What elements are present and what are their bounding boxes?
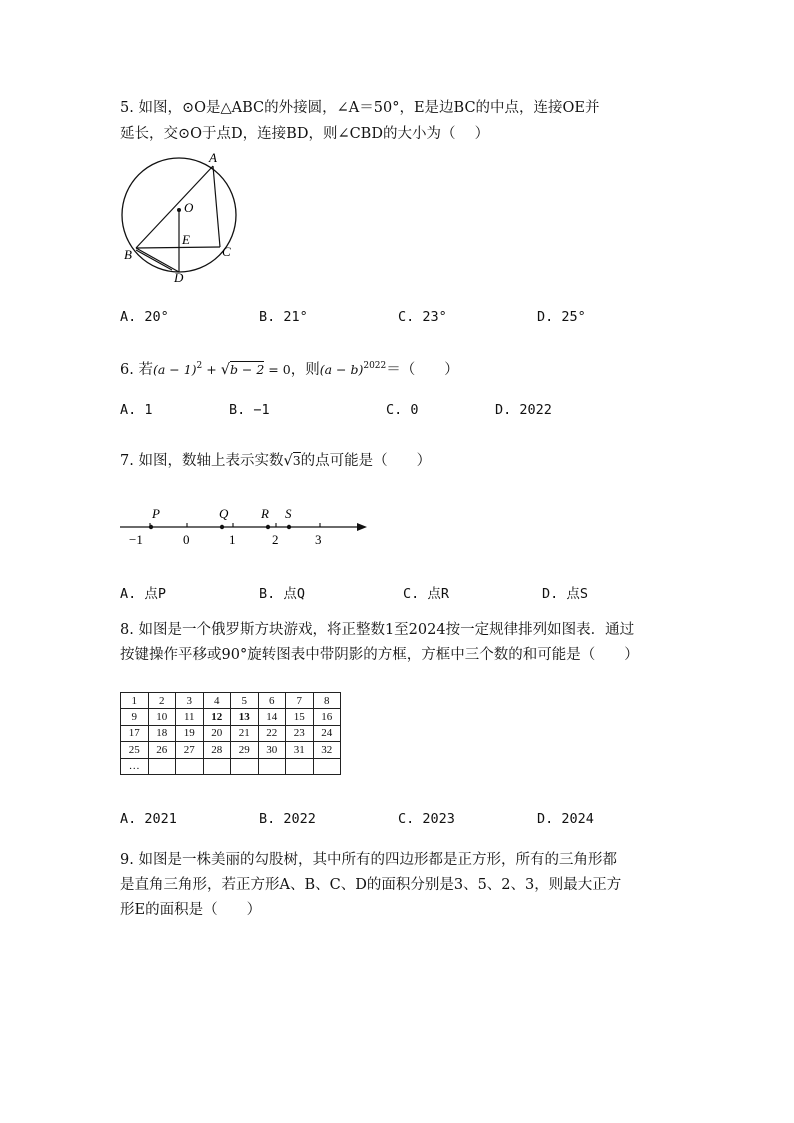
segment-ac: [213, 166, 220, 247]
segment-bc: [136, 247, 220, 248]
table-cell: 7: [286, 693, 314, 709]
q8-option-a[interactable]: A. 2021: [120, 811, 177, 827]
q7-option-c[interactable]: [403, 582, 449, 602]
table-cell: [176, 758, 204, 774]
table-cell: 22: [258, 725, 286, 741]
table-cell: 25: [121, 742, 149, 758]
table-cell: 4: [203, 693, 231, 709]
sqrt-icon: √: [220, 361, 230, 378]
q5-circle-figure: [112, 150, 247, 290]
q6-exp2: 2022: [363, 361, 387, 371]
table-cell: 21: [231, 725, 259, 741]
label-q: Q: [219, 506, 229, 521]
q6-suffix: ＝（ ）: [386, 361, 459, 378]
table-cell: [203, 758, 231, 774]
tick-label-minus-1: −1: [129, 532, 143, 547]
table-cell: 17: [121, 725, 149, 741]
table-cell: 20: [203, 725, 231, 741]
table-cell: 10: [148, 709, 176, 725]
q5-option-c[interactable]: C. 23°: [398, 309, 447, 325]
label-o: O: [184, 200, 194, 215]
number-line-figure: [115, 500, 375, 550]
q8-option-c[interactable]: C. 2023: [398, 811, 455, 827]
q7-suffix: 的点可能是（ ）: [300, 453, 432, 469]
segment-ba: [136, 166, 213, 248]
q7-text: [120, 451, 431, 471]
shaded-cell: 12: [203, 709, 231, 725]
table-cell: 29: [231, 742, 259, 758]
table-cell: [313, 758, 341, 774]
tick-label-0: 0: [183, 532, 190, 547]
table-cell: 19: [176, 725, 204, 741]
table-cell: 3: [176, 693, 204, 709]
table-row: [121, 693, 341, 709]
table-row: [121, 758, 341, 774]
table-cell: 14: [258, 709, 286, 725]
q7-radicand: 3: [292, 453, 301, 468]
q6-prefix: 6. 若: [120, 361, 153, 378]
q7-option-a-label: A. 点P: [120, 586, 167, 602]
q6-plus: +: [202, 361, 221, 377]
table-cell: 23: [286, 725, 314, 741]
table-row: [121, 709, 341, 725]
table-cell: 16: [313, 709, 341, 725]
tick-label-2: 2: [272, 532, 279, 547]
label-d: D: [174, 270, 184, 285]
table-cell: 27: [176, 742, 204, 758]
table-cell: 30: [258, 742, 286, 758]
label-p: P: [152, 506, 160, 521]
point-o: [177, 208, 181, 212]
tick-label-1: 1: [229, 532, 236, 547]
q7-option-d[interactable]: [542, 582, 588, 602]
q8-option-b[interactable]: B. 2022: [259, 811, 316, 827]
q7-prefix: 7. 如图，数轴上表示实数: [120, 453, 284, 469]
table-cell: 9: [121, 709, 149, 725]
table-cell: 18: [148, 725, 176, 741]
q6-expr1: (a − 1): [152, 361, 197, 377]
q6-exp1: 2: [196, 361, 203, 371]
table-cell: 11: [176, 709, 204, 725]
label-s: S: [285, 506, 292, 521]
q5-option-b[interactable]: B. 21°: [259, 309, 308, 325]
q6-option-c[interactable]: C. 0: [386, 402, 419, 418]
sqrt-icon: √: [283, 453, 293, 469]
q6-eq: = 0: [264, 361, 291, 377]
q9-text-line2: 是直角三角形，若正方形A、B、C、D的面积分别是3、5、2、3，则最大正方: [120, 877, 622, 893]
table-row: [121, 725, 341, 741]
q9-text-line3: 形E的面积是（ ）: [120, 902, 262, 918]
shaded-cell: 13: [231, 709, 259, 725]
label-a: A: [209, 150, 217, 165]
q6-text: [120, 356, 459, 380]
point-s: [287, 525, 291, 529]
q5-option-d[interactable]: D. 25°: [537, 309, 586, 325]
q7-option-d-label: D. 点S: [542, 586, 589, 602]
q5-option-a[interactable]: A. 20°: [120, 309, 169, 325]
q9-text-line1: 9. 如图是一株美丽的勾股树，其中所有的四边形都是正方形，所有的三角形都: [120, 852, 617, 868]
table-cell: 26: [148, 742, 176, 758]
table-cell: 15: [286, 709, 314, 725]
q8-option-d[interactable]: D. 2024: [537, 811, 594, 827]
table-cell: 28: [203, 742, 231, 758]
point-q: [220, 525, 224, 529]
q7-option-b-label: B. 点Q: [259, 586, 306, 602]
table-cell: [286, 758, 314, 774]
table-cell: 5: [231, 693, 259, 709]
point-p: [149, 525, 153, 529]
q6-mid: ，则: [290, 361, 320, 378]
q6-option-a[interactable]: A. 1: [120, 402, 153, 418]
table-cell: 32: [313, 742, 341, 758]
segment-bd-2: [136, 250, 172, 270]
axis-arrow-icon: [357, 523, 367, 531]
label-e: E: [182, 232, 190, 247]
point-r: [266, 525, 270, 529]
tick-label-3: 3: [315, 532, 322, 547]
q5-text-line2: 延长，交⊙O于点D，连接BD，则∠CBD的大小为（ ）: [120, 126, 490, 142]
table-cell: 1: [121, 693, 149, 709]
q8-text-line2: 按键操作平移或90°旋转图表中带阴影的方框，方框中三个数的和可能是（ ）: [120, 647, 639, 663]
label-b: B: [124, 247, 132, 262]
number-grid-table: [120, 692, 341, 775]
table-cell: 6: [258, 693, 286, 709]
q7-option-b[interactable]: [259, 582, 305, 602]
q6-expr2: (a − b): [319, 361, 364, 377]
label-r: R: [261, 506, 269, 521]
table-row: [121, 742, 341, 758]
table-cell: [258, 758, 286, 774]
q7-option-c-label: C. 点R: [403, 586, 450, 602]
q6-sqrt: b − 2: [229, 361, 265, 377]
table-cell: 24: [313, 725, 341, 741]
table-cell: …: [121, 758, 149, 774]
q8-text-line1: 8. 如图是一个俄罗斯方块游戏，将正整数1至2024按一定规律排列如图表．通过: [120, 622, 635, 638]
table-cell: 8: [313, 693, 341, 709]
table-cell: 31: [286, 742, 314, 758]
table-cell: [231, 758, 259, 774]
table-cell: [148, 758, 176, 774]
q6-option-d[interactable]: D. 2022: [495, 402, 552, 418]
q6-option-b[interactable]: B. −1: [229, 402, 270, 418]
table-cell: 2: [148, 693, 176, 709]
label-c: C: [222, 244, 231, 259]
q7-option-a[interactable]: [120, 582, 166, 602]
q5-text-line1: 5. 如图，⊙O是△ABC的外接圆，∠A＝50°，E是边BC的中点，连接OE并: [120, 100, 600, 116]
